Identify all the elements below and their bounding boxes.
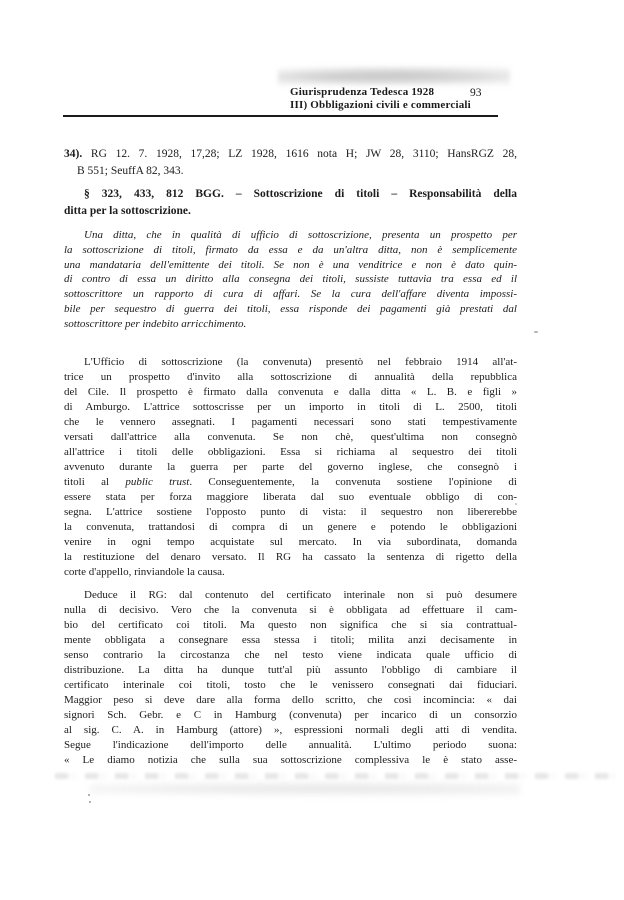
text-line: nulla di decisivo. Vero che la convenuta si è obbligata ad effettuare il cam- [64, 604, 517, 616]
citation-paragraph [64, 146, 517, 179]
text-line: una mandataria dell'emittente dei titoli. Se non è una venditrice e non è dato quin- [64, 258, 517, 271]
scan-speck [89, 801, 91, 803]
text-line: Una ditta, che in qualità di ufficio di sottoscrizione, presenta un prospetto per [84, 229, 517, 241]
text-line: la convenuta, trattandosi di compra di un genere e potendo le obbligazioni [64, 521, 517, 533]
text-line: che le vennero assegnati. I pagamenti necessari sono stati tempestivamente [64, 416, 517, 428]
bleed-through-blob-bottom [90, 781, 520, 797]
text-line: sottoscrittore un rapporto di cura di affari. Se la cura dell'affare diventa impossi- [64, 288, 517, 301]
text-line: distribuzione. La ditta ha dunque tutt'al più assunto l'obbligo di cambiare il [64, 664, 517, 676]
page-number: 93 [470, 87, 482, 99]
text-line: § 323, 433, 812 BGG. – Sottoscrizione di titoli – Responsabilità della [84, 188, 517, 200]
text-line: trice un prospetto d'invito alla sottoscrizione di annualità della repubblica [64, 371, 517, 383]
scan-speck [88, 794, 90, 796]
headnote-italic [64, 228, 517, 332]
header-rule [63, 115, 498, 117]
text-line: bio del certificato coi titoli. Ma questo non significa che si sia contrattual- [64, 619, 517, 631]
case-heading [64, 186, 517, 219]
text-line: la restituzione del denaro versato. Il RG ha cassato la sentenza di rigetto della [64, 551, 517, 563]
text-line: senso contrario la circostanza che nel testo viene indicata quale ufficio di [64, 649, 517, 661]
court-reasoning-paragraph [64, 588, 517, 768]
text-line: L'Ufficio di sottoscrizione (la convenuta) presentò nel febbraio 1914 all'at- [84, 356, 517, 368]
text-line: Maggior peso si deve dare alla forma dello scritto, che così incomincia: « dai [64, 694, 517, 706]
text-line: « Le diamo notizia che sulla sua sottoscrizione complessiva le è stato asse- [64, 754, 517, 766]
text-line: corte d'appello, rinviandole la causa. [64, 566, 225, 578]
bleed-through-smudge-top [278, 66, 510, 86]
journal-title: Giurisprudenza Tedesca 1928 [290, 86, 435, 98]
text-line: di contro di essa un diritto alla consegna dei titoli, sussiste tuttavia tra essa ed il [64, 273, 517, 286]
text-line: ditta per la sottoscrizione. [64, 204, 191, 217]
text-line: mente obbligata a consegnare essa stessa i titoli; milita anzi decisamente in [64, 634, 517, 646]
text-line: signori Sch. Gebr. e C in Hamburg (convenuta) per incarico di un consorzio [64, 709, 517, 721]
text-line: sottoscrittore per indebito arricchimento. [64, 317, 247, 330]
text-line: Segue l'indicazione dell'importo delle annualità. L'ultimo periodo suona: [64, 739, 517, 751]
text-line: titoli al public trust. Conseguentemente, la convenuta sostiene l'opinione di [64, 476, 517, 488]
text-line: all'attrice i titoli delle obbligazioni. Essa si richiama al sequestro dei titoli [64, 446, 517, 458]
text-line: venire in ogni tempo acquistate sul mercato. In via subordinata, domanda [64, 536, 517, 548]
text-line: segna. L'attrice sostiene l'opposto punto di vista: il sequestro non libererebbe [64, 506, 517, 518]
text-line: versati dall'attrice alla convenuta. Se non chè, quest'ultima non consegnò [64, 431, 517, 443]
text-line: avvenuto durante la guerra per parte del governo inglese, che consegnò i [64, 461, 517, 473]
bleed-through-smudge-bottom [55, 773, 620, 779]
text-line: di Amburgo. L'attrice sottoscrisse per un importo in titoli di L. 2500, titoli [64, 401, 517, 413]
text-line: la sottoscrizione di titoli, firmato da essa e da un'altra ditta, non è semplicemente [64, 243, 517, 256]
text-line: Deduce il RG: dal contenuto del certificato interinale non si può desumere [84, 589, 517, 601]
text-line: al sig. C. A. in Hamburg (attore) », espressioni normali degli atti di vendita. [64, 724, 517, 736]
text-line: certificato interinale coi titoli, tosto che le venissero consegnati dai fiduciari. [64, 679, 517, 691]
text-line: B 551; SeuffA 82, 343. [77, 164, 184, 177]
scan-speck [534, 331, 538, 333]
text-line: del Cile. Il prospetto è firmato dalla convenuta e dalla ditta « L. B. e figli » [64, 386, 517, 398]
section-title: III) Obbligazioni civili e commerciali [290, 99, 471, 111]
case-facts-paragraph [64, 355, 517, 580]
text-line: essere stata per forza maggiore liberata dal suo eventuale obbligo di con- [64, 491, 517, 503]
text-line: bile per sequestro di guerra dei titoli, essa risponde dei pagamenti già prestati dal [64, 302, 517, 315]
text-line: 34). RG 12. 7. 1928, 17,28; LZ 1928, 1616 nota H; JW 28, 3110; HansRGZ 28, [64, 148, 517, 160]
